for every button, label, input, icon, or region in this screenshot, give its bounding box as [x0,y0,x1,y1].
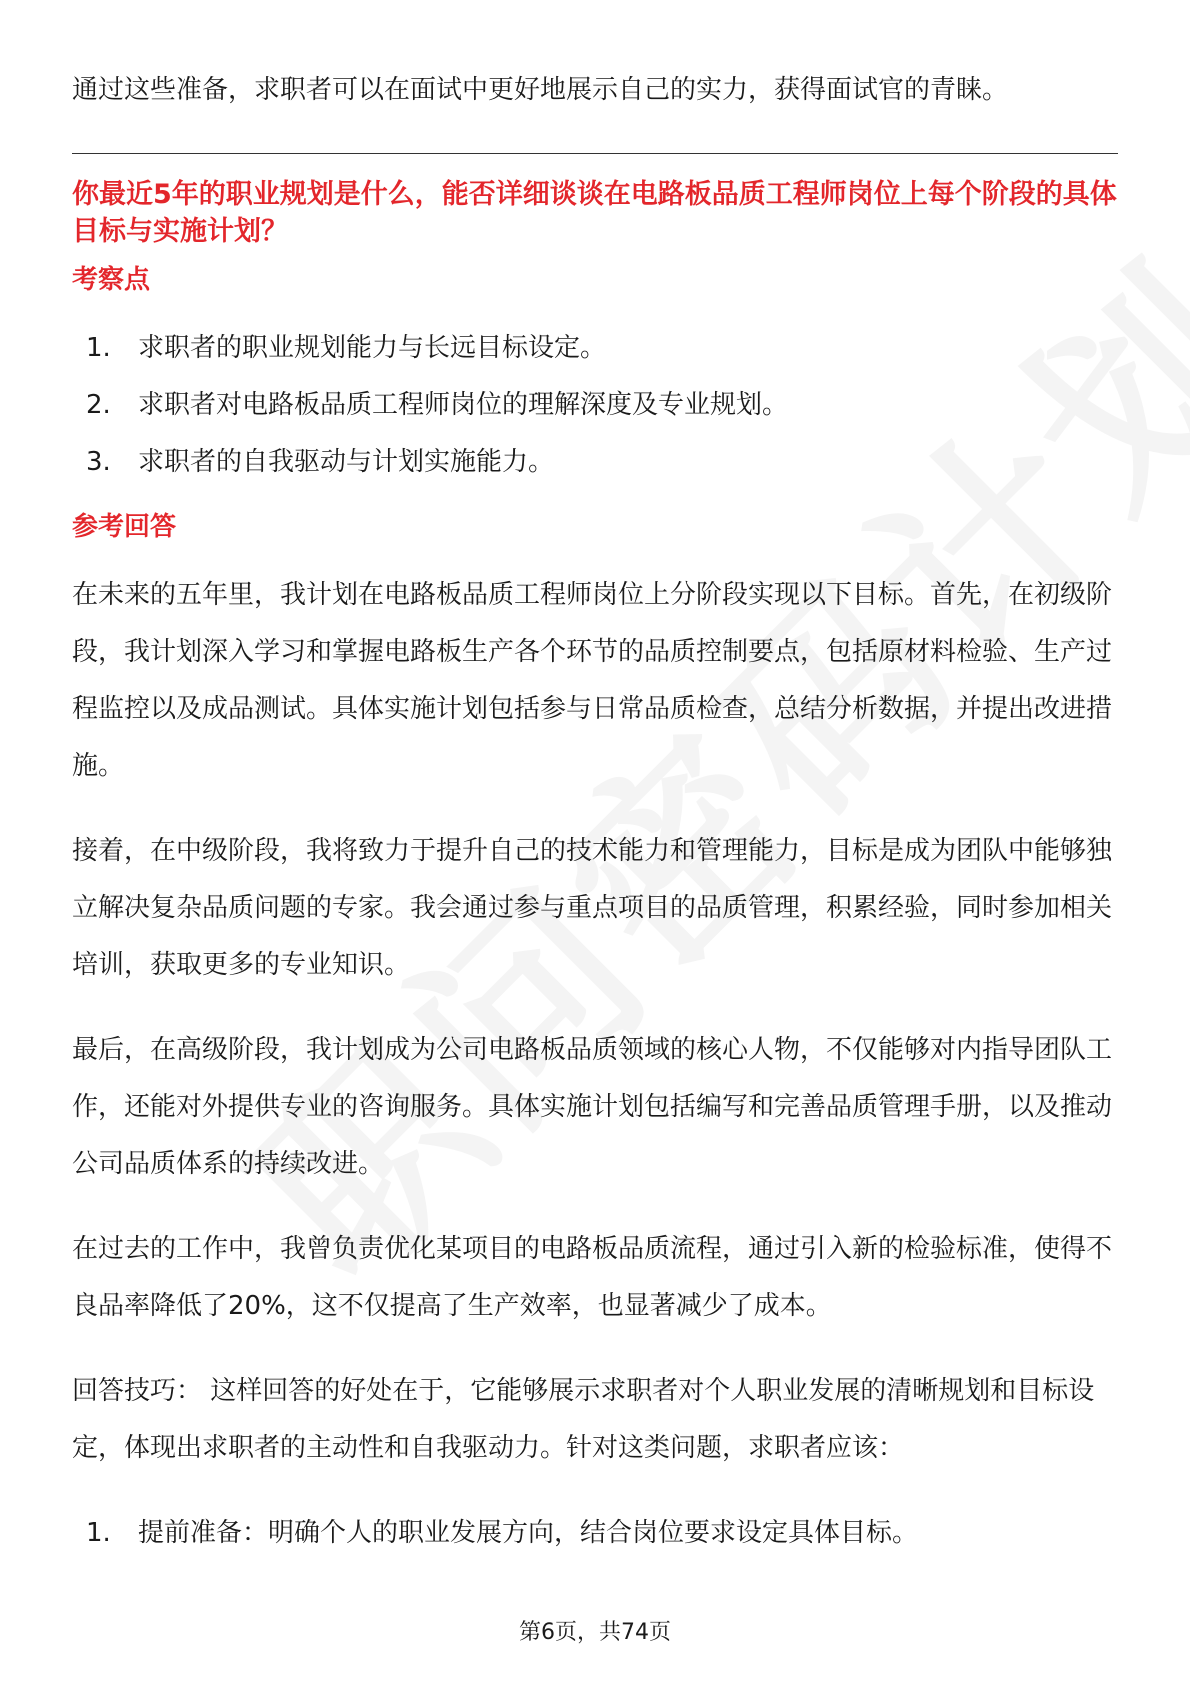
list-item [72,434,1118,491]
page-footer: 第6页，共74页 [519,1620,671,1645]
question-heading: 你最近5年的职业规划是什么，能否详细谈谈在电路板品质工程师岗位上每个阶段的具体目标与实施计划？ [72,179,1117,247]
focus-heading: 考察点 [72,265,151,295]
list-text: 求职者的职业规划能力与长远目标设定。 [138,333,607,363]
list-text: 提前准备：明确个人的职业发展方向，结合岗位要求设定具体目标。 [138,1518,919,1548]
answer-heading: 参考回答 [72,512,177,542]
list-item [72,320,1118,377]
list-number: 1. [86,1518,111,1548]
intro-paragraph: 通过这些准备，求职者可以在面试中更好地展示自己的实力，获得面试官的青睐。 [72,75,1009,105]
answer-paragraph: 最后，在高级阶段，我计划成为公司电路板品质领域的核心人物，不仅能够对内指导团队工作，还能对外提供专业的咨询服务。具体实施计划包括编写和完善品质管理手册，以及推动公司品质体系的持续改进。 [72,1035,1113,1179]
section-divider [72,153,1118,154]
answer-paragraph: 在未来的五年里，我计划在电路板品质工程师岗位上分阶段实现以下目标。首先，在初级阶段，我计划深入学习和掌握电路板生产各个环节的品质控制要点，包括原材料检验、生产过程监控以及成品测试。具体实施计划包括参与日常品质检查，总结分析数据，并提出改进措施。 [72,580,1113,781]
list-number: 2. [86,390,111,420]
list-number: 3. [86,447,111,477]
list-item [72,1505,1118,1562]
tips-list [72,1505,1118,1562]
page-content [72,62,1118,1578]
list-item [72,377,1118,434]
list-text: 求职者的自我驱动与计划实施能力。 [138,447,555,477]
list-text: 求职者对电路板品质工程师岗位的理解深度及专业规划。 [138,390,789,420]
answer-paragraph: 在过去的工作中，我曾负责优化某项目的电路板品质流程，通过引入新的检验标准，使得不良品率降低了20%，这不仅提高了生产效率，也显著减少了成本。 [72,1234,1113,1321]
list-number: 1. [86,333,111,363]
answer-paragraph: 接着，在中级阶段，我将致力于提升自己的技术能力和管理能力，目标是成为团队中能够独立解决复杂品质问题的专家。我会通过参与重点项目的品质管理，积累经验，同时参加相关培训，获取更多的专业知识。 [72,836,1113,980]
focus-points-list [72,320,1118,491]
answer-tips-paragraph: 回答技巧： 这样回答的好处在于，它能够展示求职者对个人职业发展的清晰规划和目标设定，体现出求职者的主动性和自我驱动力。针对这类问题，求职者应该： [72,1376,1095,1463]
